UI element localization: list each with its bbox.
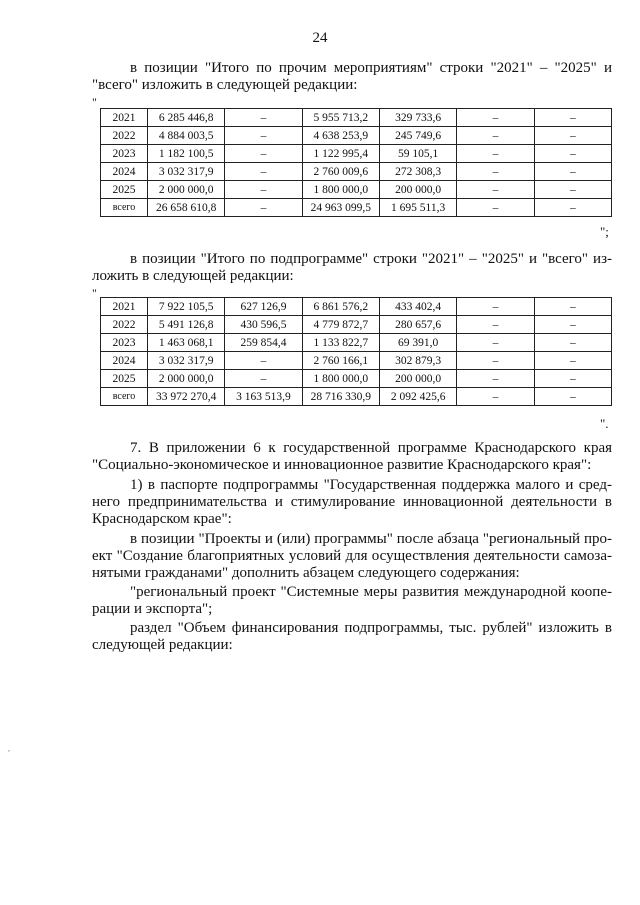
table-row [101,316,612,334]
table-cell-value: 1 182 100,5 [148,145,225,163]
page-number: 24 [312,30,328,46]
paragraph-7-line1: 7. В приложении 6 к государственной программе Краснодарского края [130,440,612,456]
table-cell-value: – [457,199,534,217]
paragraph-3-line1: "региональный проект "Системные меры развития международной коопе- [130,584,612,600]
paragraph-1-line2: него предпринимательства и стимулирование инновационной деятельности в [92,494,612,510]
table-cell-year: 2022 [101,127,148,145]
table-row [101,163,612,181]
table-cell-value: 302 879,3 [379,352,456,370]
table-cell-value: – [225,199,302,217]
table-row [101,334,612,352]
table-cell-value: 28 716 330,9 [302,388,379,406]
table-cell-value: – [457,181,534,199]
table-row [101,127,612,145]
table-cell-value: 6 861 576,2 [302,298,379,316]
table-cell-value: – [534,109,611,127]
paragraph-1-line1: 1) в паспорте подпрограммы "Государственная поддержка малого и сред- [130,477,612,493]
table-cell-value: 280 657,6 [379,316,456,334]
table-cell-value: 2 000 000,0 [148,370,225,388]
section1-intro-line2: "всего" изложить в следующей редакции: [92,77,358,93]
table-row [101,109,612,127]
table-cell-value: 2 092 425,6 [379,388,456,406]
paragraph-3-line2: рации и экспорта"; [92,601,213,617]
table-cell-value: 24 963 099,5 [302,199,379,217]
paragraph-1-line3: Краснодарском крае": [92,511,232,527]
table-cell-value: – [534,163,611,181]
table-row [101,370,612,388]
table-row [101,352,612,370]
table-cell-value: 5 491 126,8 [148,316,225,334]
table-cell-value: – [534,334,611,352]
section1-intro-line1: в позиции "Итого по прочим мероприятиям" строки "2021" – "2025" и [130,60,612,76]
table-cell-year: 2023 [101,145,148,163]
table-cell-value: 627 126,9 [225,298,302,316]
table-cell-value: – [225,109,302,127]
table-cell-value: – [457,352,534,370]
table-cell-value: 1 133 822,7 [302,334,379,352]
table-cell-value: – [534,370,611,388]
table-cell-value: 3 032 317,9 [148,163,225,181]
table-cell-year: всего [101,388,148,406]
table-cell-value: – [457,109,534,127]
table-cell-value: 200 000,0 [379,181,456,199]
table-cell-value: 5 955 713,2 [302,109,379,127]
table-cell-value: – [225,352,302,370]
table-cell-value: – [534,199,611,217]
table-cell-value: 26 658 610,8 [148,199,225,217]
table-cell-year: всего [101,199,148,217]
table-row [101,388,612,406]
paragraph-7-line2: "Социально-экономическое и инновационное развитие Краснодарского края": [92,457,592,473]
table-cell-value: – [457,298,534,316]
table-cell-value: 1 463 068,1 [148,334,225,352]
table-cell-value: 200 000,0 [379,370,456,388]
table-cell-year: 2023 [101,334,148,352]
table-cell-value: – [225,163,302,181]
table-cell-value: 4 884 003,5 [148,127,225,145]
table-cell-value: 2 000 000,0 [148,181,225,199]
table-cell-value: – [457,370,534,388]
table-cell-value: – [457,334,534,352]
table-cell-value: – [225,181,302,199]
paragraph-4-line1: раздел "Объем финансирования подпрограммы, тыс. рублей" изложить в [130,620,612,636]
table-cell-value: – [534,316,611,334]
table-cell-value: – [457,145,534,163]
table-cell-value: – [225,145,302,163]
table-cell-value: 7 922 105,5 [148,298,225,316]
table-cell-year: 2021 [101,298,148,316]
table-row [101,298,612,316]
table-cell-year: 2022 [101,316,148,334]
table-cell-value: – [457,316,534,334]
paragraph-4-line2: следующей редакции: [92,637,233,653]
section2-intro-line1: в позиции "Итого по подпрограмме" строки "2021" – "2025" и "всего" из- [130,251,612,267]
section2-open-quote: " [92,286,97,300]
table-cell-value: 33 972 270,4 [148,388,225,406]
table-cell-value: 59 105,1 [379,145,456,163]
financing-table-other-measures [100,108,612,217]
section1-open-quote: " [92,95,97,109]
table-cell-value: – [534,181,611,199]
table-row [101,199,612,217]
table-cell-year: 2024 [101,163,148,181]
table-cell-value: 6 285 446,8 [148,109,225,127]
table-cell-value: 3 032 317,9 [148,352,225,370]
table-row [101,145,612,163]
table-cell-value: 433 402,4 [379,298,456,316]
table-row [101,181,612,199]
table-cell-value: 272 308,3 [379,163,456,181]
table-cell-value: – [534,298,611,316]
table-cell-value: – [457,163,534,181]
paragraph-2-line1: в позиции "Проекты и (или) программы" после абзаца "региональный про- [130,531,612,547]
table-cell-value: – [457,127,534,145]
table-cell-value: 259 854,4 [225,334,302,352]
table-cell-value: 1 122 995,4 [302,145,379,163]
table-cell-value: – [225,370,302,388]
table-cell-value: 2 760 009,6 [302,163,379,181]
scan-speck: , [8,744,10,753]
table-cell-value: 2 760 166,1 [302,352,379,370]
table-cell-year: 2025 [101,370,148,388]
table-cell-value: 245 749,6 [379,127,456,145]
table-cell-value: 3 163 513,9 [225,388,302,406]
table-cell-year: 2025 [101,181,148,199]
section1-close-quote: "; [600,224,609,239]
table-cell-value: – [225,127,302,145]
paragraph-2-line3: нятыми гражданами" дополнить абзацем следующего содержания: [92,565,520,581]
table-cell-value: 1 800 000,0 [302,181,379,199]
table-cell-year: 2021 [101,109,148,127]
table-cell-value: – [534,388,611,406]
table-cell-value: 430 596,5 [225,316,302,334]
section2-close-quote: ". [600,416,609,431]
table-cell-value: 329 733,6 [379,109,456,127]
financing-table-subprogram-total [100,297,612,406]
paragraph-2-line2: ект "Создание благоприятных условий для осуществления деятельности самоза- [92,548,612,564]
table-cell-value: – [534,145,611,163]
section2-intro-line2: ложить в следующей редакции: [92,268,294,284]
table-cell-value: – [534,127,611,145]
table-cell-value: – [534,352,611,370]
table-cell-value: 1 800 000,0 [302,370,379,388]
table-cell-value: – [457,388,534,406]
table-cell-value: 69 391,0 [379,334,456,352]
table-cell-year: 2024 [101,352,148,370]
table-cell-value: 4 779 872,7 [302,316,379,334]
table-cell-value: 1 695 511,3 [379,199,456,217]
table-cell-value: 4 638 253,9 [302,127,379,145]
